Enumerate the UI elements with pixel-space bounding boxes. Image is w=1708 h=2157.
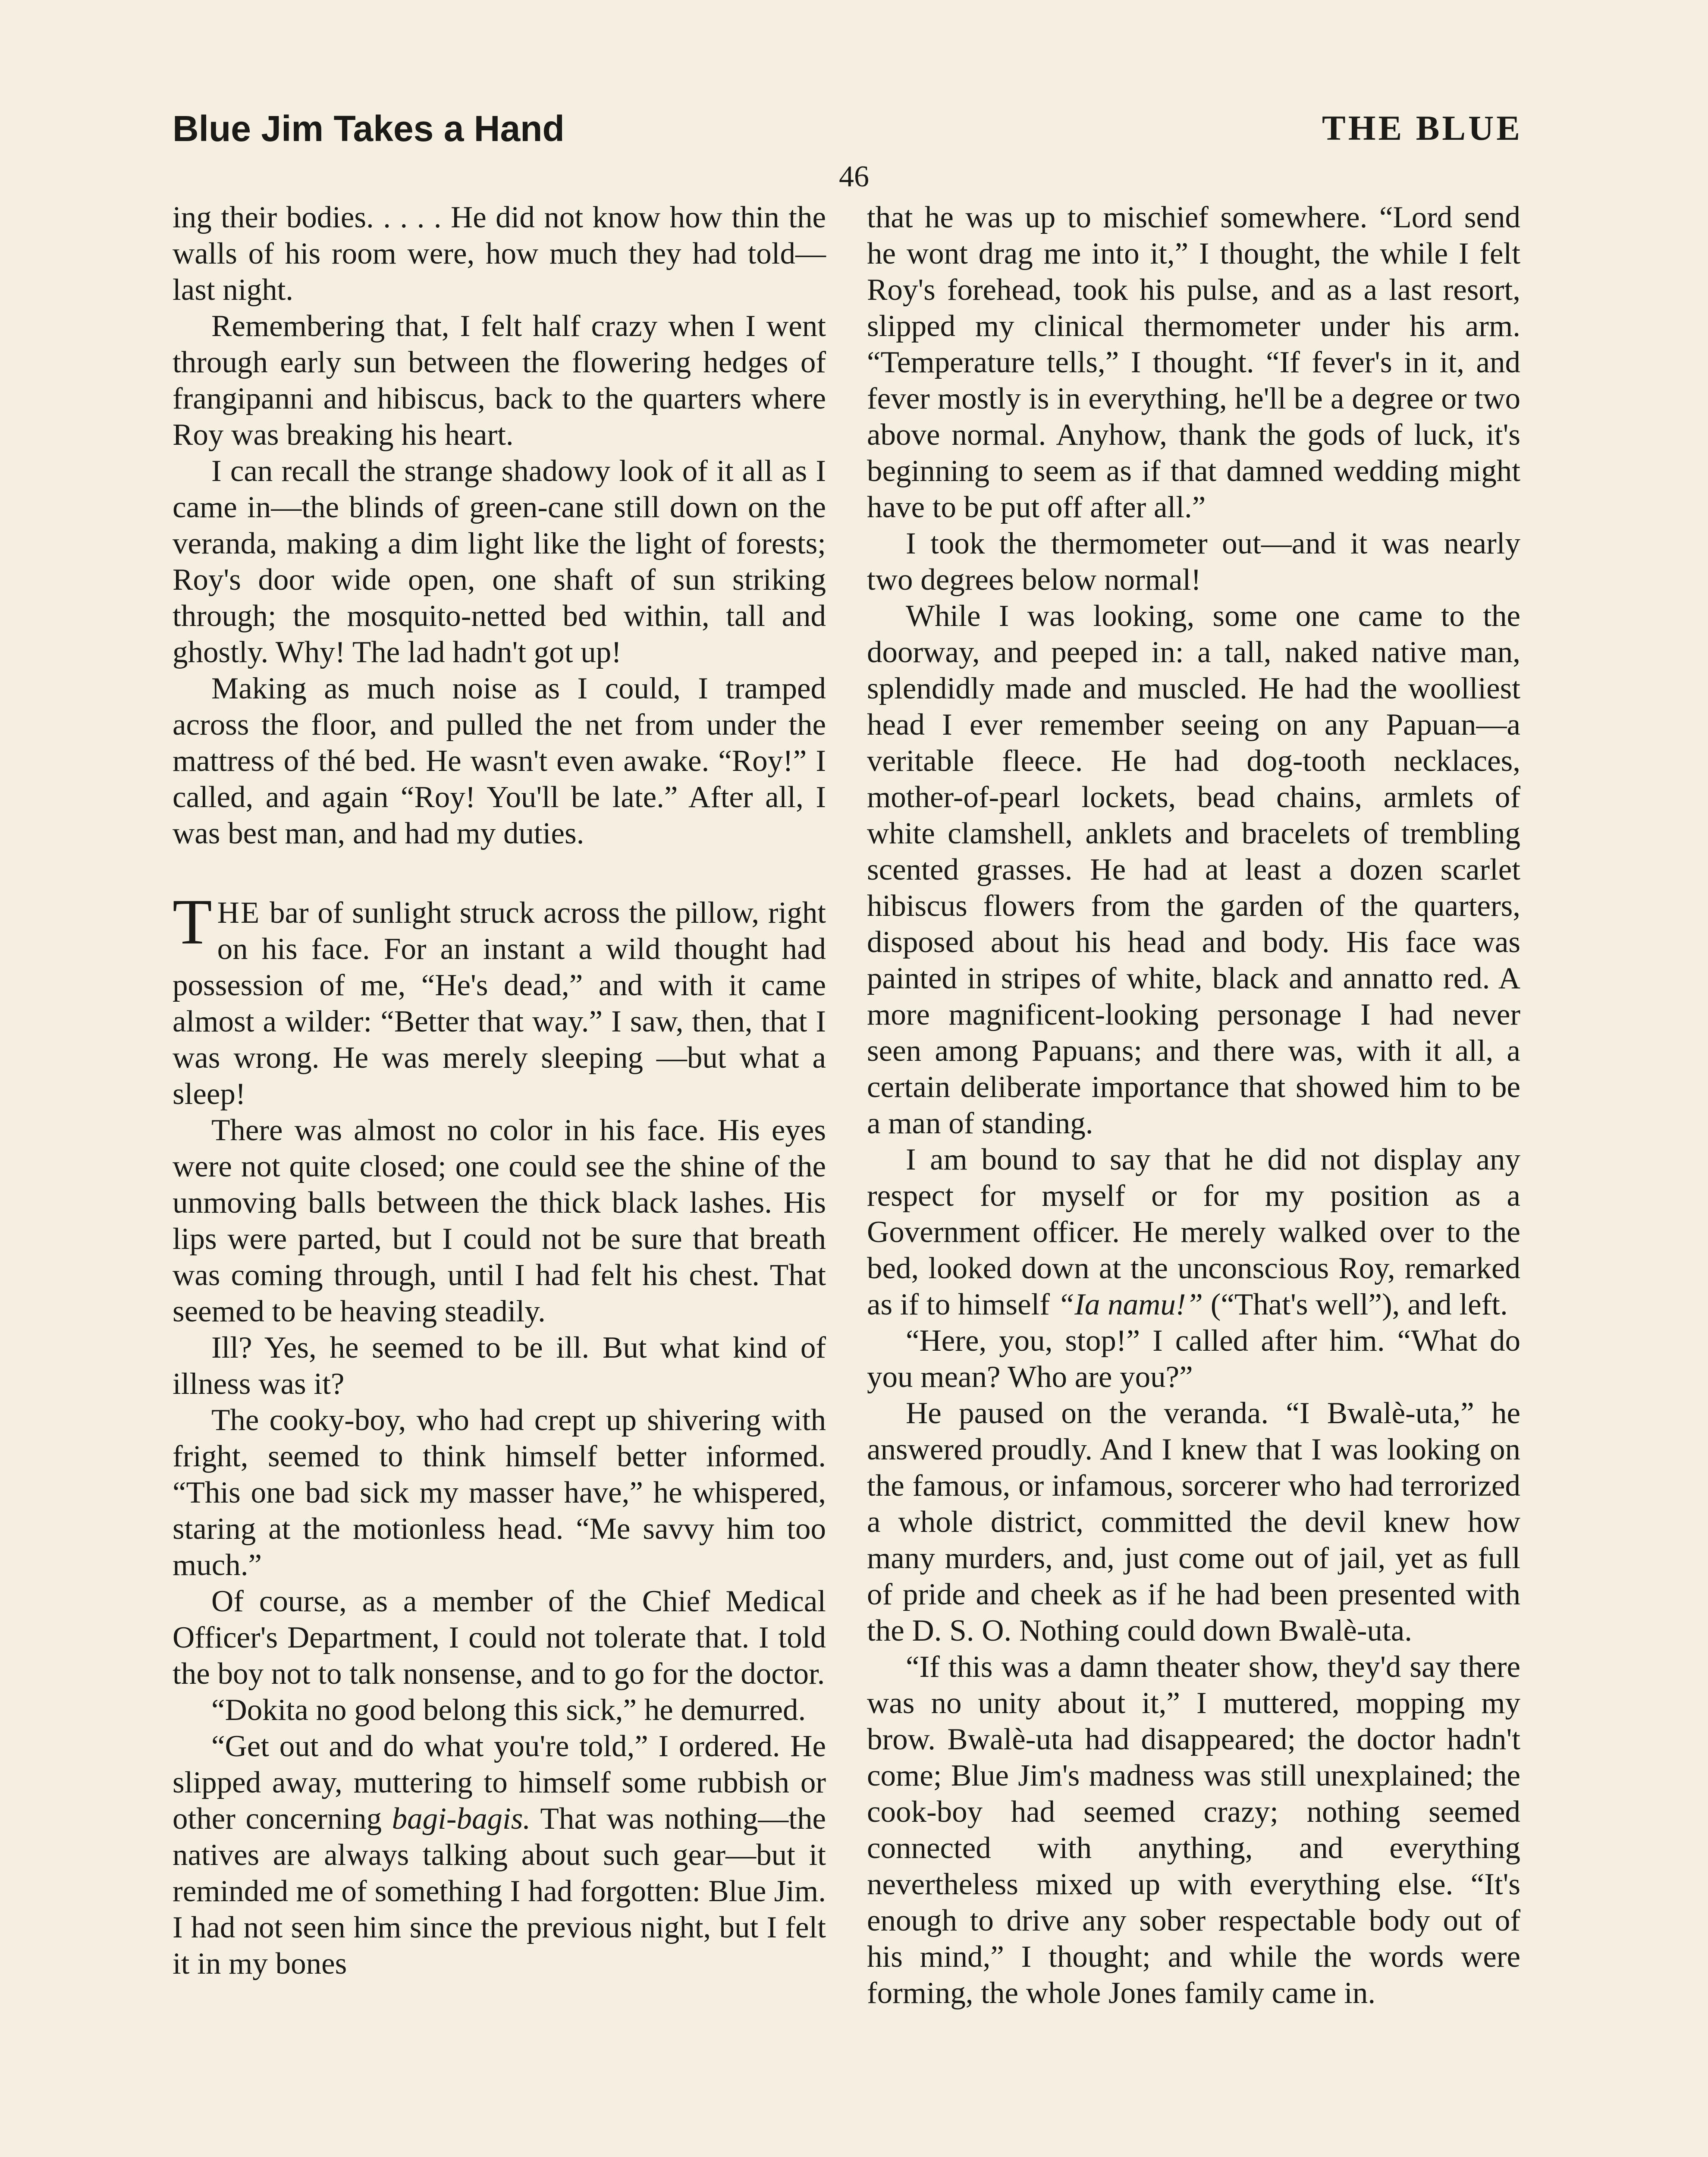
paragraph bbox=[173, 1728, 826, 1982]
lead-in: HE bbox=[217, 896, 261, 930]
paragraph: He paused on the veranda. “I Bwalè-uta,” he answered proudly. And I knew that I was looking on the famous, or infamous, sorcerer who had terrorized a whole district, committed the devil knew how many murders, and, just come out of jail, yet as full of pride and cheek as if he had been presented with the D. S. O. Nothing could down Bwalè-uta. bbox=[867, 1396, 1520, 1648]
paragraph: The cooky-boy, who had crept up shivering with fright, seemed to think himself better informed. “This one bad sick my masser have,” he whispered, staring at the motionless head. “Me savvy him too much.” bbox=[173, 1403, 826, 1582]
italic-quote: “Ia namu!” bbox=[1057, 1288, 1203, 1321]
running-head bbox=[173, 108, 1523, 160]
paragraph: There was almost no color in his face. His eyes were not quite closed; one could see the shine of the unmoving balls between the thick black lashes. His lips were parted, but I could not be sure that breath was coming through, until I had felt his chest. That seemed to be heaving steadily. bbox=[173, 1113, 826, 1328]
page-number: 46 bbox=[839, 160, 869, 193]
paragraph: “Dokita no good belong this sick,” he demurred. bbox=[211, 1693, 806, 1727]
italic-term: bagi-bagis. bbox=[392, 1802, 531, 1836]
paragraph: “Here, you, stop!” I called after him. “What do you mean? Who are you?” bbox=[867, 1324, 1520, 1394]
paragraph-text: (“That's well”), and left. bbox=[1203, 1288, 1508, 1321]
paragraph: Of course, as a member of the Chief Medical Officer's Department, I could not tolerate that. I told the boy not to talk nonsense, and to go for the doctor. bbox=[173, 1585, 826, 1691]
paragraph: ing their bodies. . . . . He did not know how thin the walls of his room were, how much they had told—last night. bbox=[173, 201, 826, 307]
paragraph: Making as much noise as I could, I tramped across the floor, and pulled the net from under the mattress of thé bed. He wasn't even awake. “Roy!” I called, and again “Roy! You'll be late.” After all, I was best man, and had my duties. bbox=[173, 672, 826, 850]
paragraph: Remembering that, I felt half crazy when I went through early sun between the flowering hedges of frangipanni and hibiscus, back to the quarters where Roy was breaking his heart. bbox=[173, 309, 826, 452]
paragraph-text: bar of sunlight struck across the pillow, right on his face. For an instant a wild thought had possession of me, “He's dead,” and with it came almost a wilder: “Better that way.” I saw, then, that I was wrong. He was merely sleeping —but what a sleep! bbox=[173, 896, 826, 1111]
section-opening-paragraph bbox=[173, 886, 826, 1112]
right-column bbox=[867, 199, 1520, 2011]
paragraph bbox=[867, 1141, 1520, 1323]
left-column bbox=[173, 199, 826, 1982]
paragraph: I took the thermometer out—and it was nearly two degrees below normal! bbox=[867, 527, 1520, 597]
paragraph: Ill? Yes, he seemed to be ill. But what kind of illness was it? bbox=[173, 1331, 826, 1401]
paragraph: that he was up to mischief somewhere. “Lord send he wont drag me into it,” I thought, the while I felt Roy's forehead, took his pulse, and as a last resort, slipped my clinical thermometer under his arm. “Temperature tells,” I thought. “If fever's in it, and fever mostly is in everything, he'll be a degree or two above normal. Anyhow, thank the gods of luck, it's beginning to seem as if that damned wedding might have to be put off after all.” bbox=[867, 201, 1520, 524]
paragraph: “If this was a damn theater show, they'd say there was no unity about it,” I muttered, mopping my brow. Bwalè-uta had disappeared; the doctor hadn't come; Blue Jim's madness was still unexplained; the cook-boy had seemed crazy; nothing seemed connected with anything, and everything nevertheless mixed up with everything else. “It's enough to drive any sober respectable body out of his mind,” I thought; and while the words were forming, the whole Jones family came in. bbox=[867, 1650, 1520, 2010]
paragraph: I can recall the strange shadowy look of it all as I came in—the blinds of green-cane still down on the veranda, making a dim light like the light of forests; Roy's door wide open, one shaft of sun striking through; the mosquito-netted bed within, tall and ghostly. Why! The lad hadn't got up! bbox=[173, 454, 826, 669]
paragraph: While I was looking, some one came to the doorway, and peeped in: a tall, naked native man, splendidly made and muscled. He had the woolliest head I ever remember seeing on any Papuan—a veritable fleece. He had dog-tooth necklaces, mother-of-pearl lockets, bead chains, armlets of white clamshell, anklets and bracelets of trembling scented grasses. He had at least a dozen scarlet hibiscus flowers from the garden of the quarters, disposed about his head and body. His face was painted in stripes of white, black and annatto red. A more magnificent-looking personage I had never seen among Papuans; and there was, with it all, a certain deliberate importance that showed him to be a man of standing. bbox=[867, 599, 1520, 1140]
story-title: Blue Jim Takes a Hand bbox=[173, 108, 565, 149]
paragraph-text: That was nothing—the natives are always talking about such gear—but it reminded me of something I had forgotten: Blue Jim. I had not seen him since the previous night, but I felt it in my bones bbox=[173, 1802, 826, 1981]
paragraph-text: I am bound to say that he did not display any respect for myself or for my position as a Government officer. He merely walked over to the bed, looked down at the unconscious Roy, remarked as if to himself bbox=[867, 1143, 1520, 1321]
magazine-title: THE BLUE bbox=[1322, 108, 1523, 148]
drop-cap: T bbox=[173, 886, 212, 958]
paragraph-text: “Get out and do what you're told,” I ordered. He slipped away, muttering to himself some rubbish or other concerning bbox=[173, 1729, 826, 1836]
